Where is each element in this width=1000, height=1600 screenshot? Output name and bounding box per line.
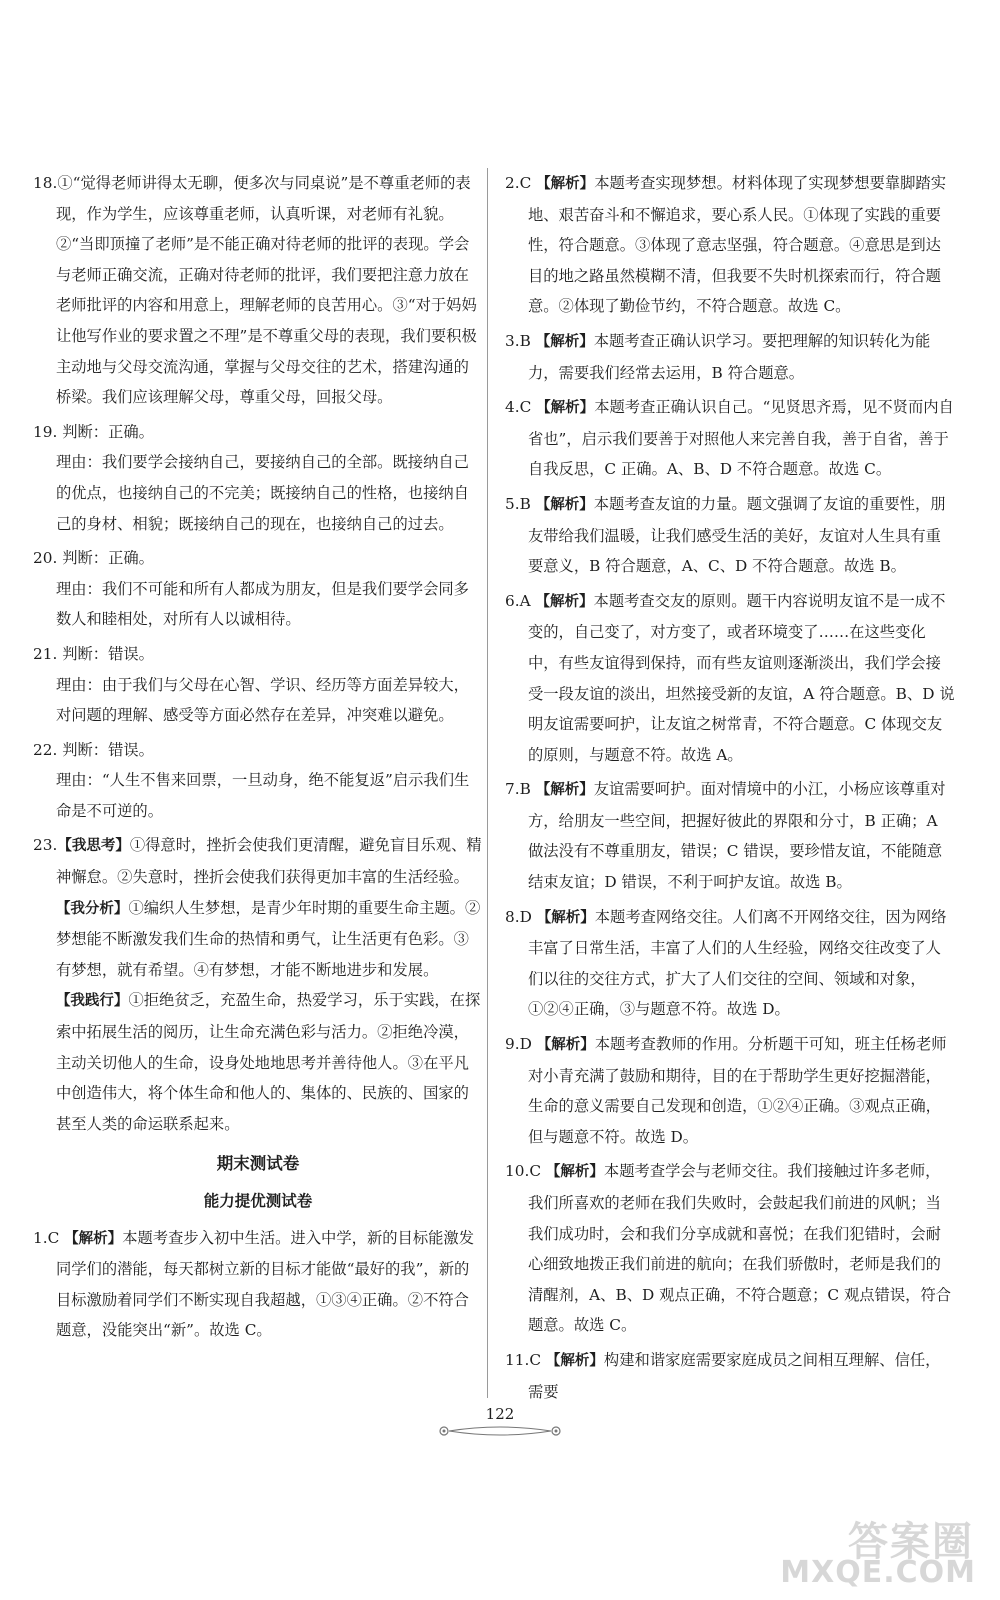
footer-ornament-icon: [400, 1424, 600, 1438]
page-number: 122: [485, 1405, 515, 1423]
answer-23-think-text: ①得意时，挫折会使我们更清醒，避免盲目乐观、精神懈怠。②失意时，挫折会使我们获得更加丰富的生活经验。: [55, 836, 482, 887]
analysis-tag: 【解析】: [545, 1164, 604, 1181]
answer-3: [505, 326, 955, 388]
section-heading-ability: 能力提优测试卷: [203, 1192, 313, 1210]
answer-8: [505, 902, 955, 1025]
answer-number: 9.D: [505, 1035, 532, 1054]
answer-11: [505, 1345, 955, 1407]
answer-1: [33, 1223, 483, 1346]
analysis-tag: 【解析】: [535, 333, 594, 350]
watermark-logo: [762, 1510, 982, 1590]
answer-5: [505, 489, 955, 582]
answer-18: 18.①“觉得老师讲得太无聊，便多次与同桌说”是不尊重老师的表现，作为学生，应该尊重老师，认真听课，对老师有礼貌。②“当即顶撞了老师”是不能正确对待老师的批评的表现。学会与老师正确交流，正确对待老师的批评，我们要把注意力放在老师批评的内容和用意上，理解老师的良苦用心。③“对于妈妈让他写作业的要求置之不理”是不尊重父母的表现，我们要积极主动地与父母交流沟通，掌握与父母交往的艺术，搭建沟通的桥梁。我们应该理解父母，尊重父母，回报父母。: [33, 174, 477, 407]
analysis-tag: 【解析】: [536, 400, 595, 417]
answer-text: 友谊需要呵护。面对情境中的小江，小杨应该尊重对方，给朋友一些空间，把握好彼此的界限和分寸，B 正确；A 做法没有不尊重朋友，错误；C 错误，要珍惜友谊，不能随意结束友谊；D 错误，不利于呵护友谊。故选 B。: [527, 780, 946, 892]
answer-23: [33, 830, 483, 1139]
answer-text: 本题考查正确认识自己。“见贤思齐焉，见不贤而内自省也”，启示我们要善于对照他人来完善自我，善于自省，善于自我反思，C 正确。A、B、D 不符合题意。故选 C。: [527, 398, 954, 479]
answer-4: [505, 392, 955, 485]
answer-23-practice-tag: 【我践行】: [55, 993, 129, 1010]
answer-23-number: 23.: [33, 836, 58, 855]
answer-23-analyze: [33, 893, 483, 986]
answer-number: 2.C: [505, 174, 532, 192]
answer-number: 8.D: [505, 907, 532, 926]
answer-20-reason: 理由：我们不可能和所有人都成为朋友，但是我们要学会同多数人和睦相处，对所有人以诚相待。: [55, 579, 469, 629]
answer-23-analyze-text: ①编织人生梦想，是青少年时期的重要生命主题。②梦想能不断激发我们生命的热情和勇气，让生活更有色彩。③有梦想，就有希望。④有梦想，才能不断地进步和发展。: [55, 898, 481, 979]
answer-23-practice-text: ①拒绝贫乏，充盈生命，热爱学习，乐于实践，在探索中拓展生活的阅历，让生命充满色彩与活力。②拒绝冷漠，主动关切他人的生命，设身处地地思考并善待他人。③在平凡中创造伟大，将个体生命和他人的、集体的、民族的、国家的甚至人类的命运联系起来。: [55, 991, 481, 1133]
answer-6: [505, 586, 955, 771]
answer-19-reason: 理由：我们要学会接纳自己，要接纳自己的全部。既接纳自己的优点，也接纳自己的不完美；既接纳自己的性格，也接纳自己的身材、相貌；既接纳自己的现在，也接纳自己的过去。: [55, 453, 469, 533]
answer-23-practice: [33, 985, 483, 1139]
answer-number: 4.C: [505, 398, 532, 417]
answer-1-number: 1.C: [33, 1228, 60, 1247]
answer-text: 本题考查教师的作用。分析题干可知，班主任杨老师对小青充满了鼓励和期待，目的在于帮助学生更好挖掘潜能，生命的意义需要自己发现和创造，①②④正确。③观点正确，但与题意不符。故选 D。: [527, 1035, 947, 1146]
answer-text: 本题考查正确认识学习。要把理解的知识转化为能力，需要我们经常去运用，B 符合题意。: [527, 331, 931, 382]
column-divider: [487, 168, 488, 1398]
analysis-tag: 【解析】: [536, 1037, 595, 1054]
answer-21: [33, 639, 483, 731]
analysis-tag: 【解析】: [536, 909, 595, 926]
analysis-tag: 【解析】: [535, 782, 594, 799]
answer-text: 本题考查友谊的力量。题文强调了友谊的重要性，朋友带给我们温暖，让我们感受生活的美好，友谊对人生具有重要意义，B 符合题意，A、C、D 不符合题意。故选 B。: [527, 494, 946, 576]
answer-number: 10.C: [505, 1162, 542, 1181]
analysis-tag: 【解析】: [535, 496, 594, 513]
answer-text: 本题考查学会与老师交往。我们接触过许多老师，我们所喜欢的老师在我们失败时，会鼓起我们前进的风帆；当我们成功时，会和我们分享成就和喜悦；在我们犯错时，会耐心细致地拨正我们前进的航向；在我们骄傲时，老师是我们的清醒剂，A、B、D 观点正确，不符合题意；C 观点错误，符合题意。故选 C。: [527, 1162, 952, 1335]
answer-text: 本题考查实现梦想。材料体现了实现梦想要靠脚踏实地、艰苦奋斗和不懈追求，要心系人民。①体现了实践的重要性，符合题意。③体现了意志坚强，符合题意。④意思是到达目的地之路虽然模糊不清，但我要不失时机探索而行，符合题意。②体现了勤俭节约，不符合题意。故选 C。: [527, 174, 947, 316]
answer-number: 11.C: [505, 1350, 542, 1369]
answer-22-judgement: 22. 判断：错误。: [33, 740, 154, 759]
answer-22: [33, 735, 483, 827]
analysis-tag: 【解析】: [535, 593, 594, 610]
answer-2: [505, 168, 955, 322]
watermark-url: MXQE.COM: [780, 1555, 976, 1590]
answer-23-think-tag: 【我思考】: [57, 838, 130, 855]
answer-21-judgement: 21. 判断：错误。: [33, 644, 154, 663]
right-column: [505, 168, 955, 1411]
answer-1-text: 本题考查步入初中生活。进入中学，新的目标能激发同学们的潜能，每天都树立新的目标才能做“最好的我”，新的目标激励着同学们不断实现自我超越，①③④正确。②不符合题意，没能突出“新”。故选 C。: [55, 1228, 475, 1340]
answer-23-think: [33, 830, 483, 892]
answer-20-judgement: 20. 判断：正确。: [33, 549, 154, 568]
answer-text: 构建和谐家庭需要家庭成员之间相互理解、信任，需要: [527, 1350, 941, 1401]
watermark-cn: 答案圈: [848, 1519, 974, 1565]
answer-20: [33, 543, 483, 635]
answer-number: 5.B: [505, 494, 531, 513]
answer-19-judgement: 19. 判断：正确。: [33, 422, 154, 441]
answer-number: 3.B: [505, 331, 531, 350]
answer-number: 7.B: [505, 780, 531, 799]
page-footer: [400, 1405, 600, 1439]
answer-1-tag: 【解析】: [64, 1230, 123, 1247]
answer-23-analyze-tag: 【我分析】: [55, 900, 129, 917]
analysis-tag: 【解析】: [536, 176, 595, 192]
section-heading-final-exam: 期末测试卷: [216, 1154, 300, 1174]
answer-19: [33, 417, 483, 539]
answer-21-reason: 理由：由于我们与父母在心智、学识、经历等方面差异较大，对问题的理解、感受等方面必然存在差异，冲突难以避免。: [55, 675, 469, 725]
answer-22-reason: 理由：“人生不售来回票，一旦动身，绝不能复返”启示我们生命是不可逆的。: [55, 771, 470, 820]
answer-text: 本题考查网络交往。人们离不开网络交往，因为网络丰富了日常生活，丰富了人们的人生经验，网络交往改变了人们以往的交往方式，扩大了人们交往的空间、领域和对象，①②④正确，③与题意不符。故选 D。: [527, 907, 947, 1019]
answer-10: [505, 1156, 955, 1341]
answer-text: 本题考查交友的原则。题干内容说明友谊不是一成不变的，自己变了，对方变了，或者环境变了……在这些变化中，有些友谊得到保持，而有些友谊则逐渐淡出，我们学会接受一段友谊的淡出，坦然接受新的友谊，A 符合题意。B、D 说明友谊需要呵护，让友谊之树常青，不符合题意。C 体现交友的原则，与题意不符。故选 A。: [527, 591, 955, 764]
analysis-tag: 【解析】: [545, 1352, 604, 1369]
answer-9: [505, 1029, 955, 1152]
left-column: [33, 168, 483, 1350]
answer-7: [505, 774, 955, 897]
answer-number: 6.A: [505, 591, 531, 610]
